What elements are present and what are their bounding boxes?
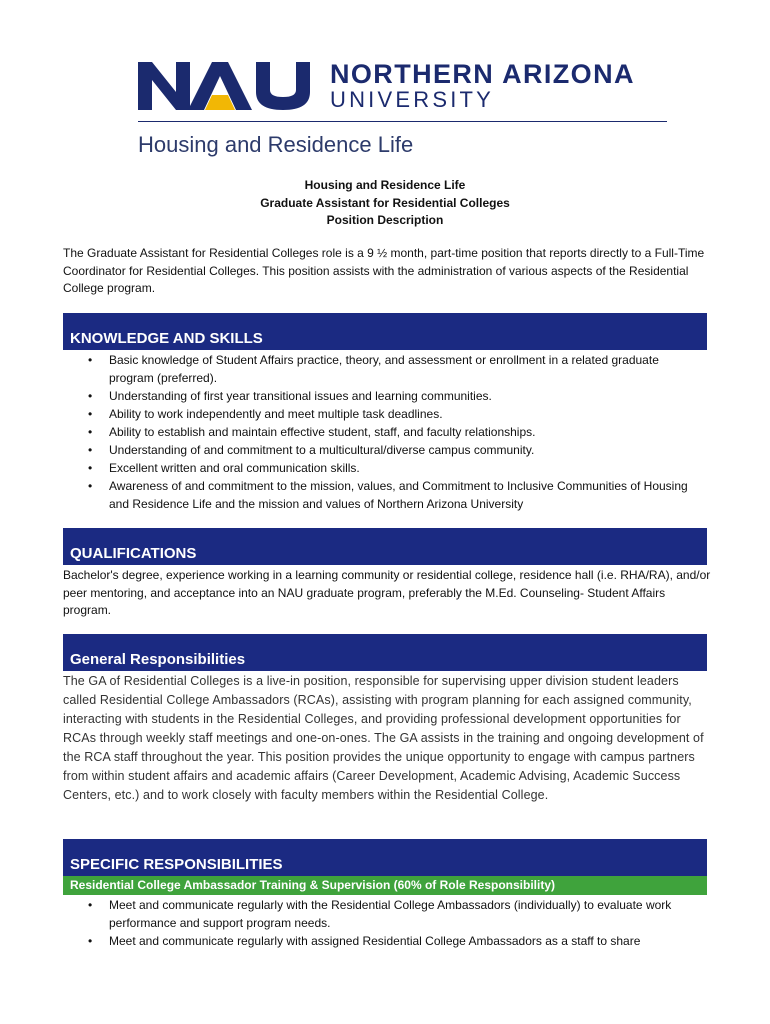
document-heading — [0, 177, 770, 230]
heading-line-1: Housing and Residence Life — [304, 178, 466, 192]
list-item: • Ability to work independently and meet multiple task deadlines. — [63, 405, 703, 423]
list-item: • Excellent written and oral communication skills. — [63, 459, 703, 477]
list-item: • Basic knowledge of Student Affairs practice, theory, and assessment or enrollment in a related graduate program (preferred). — [63, 351, 703, 387]
section-header-specific: SPECIFIC RESPONSIBILITIES — [63, 839, 707, 876]
logo-divider — [138, 121, 667, 122]
specific-list — [63, 896, 703, 950]
heading-line-3: Position Description — [326, 213, 444, 227]
qualifications-text: Bachelor's degree, experience working in a learning community or residential college, residence hall (i.e. RHA/RA), and/or peer mentoring, and acceptance into an NAU graduate program, preferably the M.Ed. Counseling- Student Affairs program. — [63, 568, 711, 617]
knowledge-list — [63, 351, 703, 513]
section-header-general: General Responsibilities — [63, 634, 707, 671]
logo-name-line1: NORTHERN ARIZONA — [330, 59, 635, 89]
list-item: • Understanding of first year transitional issues and learning communities. — [63, 387, 703, 405]
list-item: • Ability to establish and maintain effective student, staff, and faculty relationships. — [63, 423, 703, 441]
general-responsibilities-text: The GA of Residential Colleges is a live-in position, responsible for supervising upper division student leaders called Residential College Ambassadors (RCAs), assisting with program planning for each assigned community, interacting with students in the Residential Colleges, and providing professional development opportunities for RCAs through weekly staff meetings and one-on-ones. The GA assists in the training and ongoing development of the RCA staff throughout the year. This position provides the unique opportunity to engage with campus partners from within student affairs and academic affairs (Career Development, Academic Advising, Academic Success Centers, etc.) and to work closely with faculty members within the Residential College. — [63, 674, 704, 802]
list-item: • Meet and communicate regularly with assigned Residential College Ambassadors as a staff to share — [63, 932, 703, 950]
section-header-knowledge: KNOWLEDGE AND SKILLS — [63, 313, 707, 350]
subsection-header-rca-training: Residential College Ambassador Training & Supervision (60% of Role Responsibility) — [63, 876, 707, 895]
nau-logo-mark — [138, 62, 323, 110]
list-item: • Understanding of and commitment to a multicultural/diverse campus community. — [63, 441, 703, 459]
list-item: • Awareness of and commitment to the mission, values, and Commitment to Inclusive Communities of Housing and Residence Life and the mission and values of Northern Arizona University — [63, 477, 703, 513]
list-item: • Meet and communicate regularly with the Residential College Ambassadors (individually) to evaluate work performance and support program needs. — [63, 896, 703, 932]
heading-line-2: Graduate Assistant for Residential Colleges — [260, 195, 510, 210]
nau-logo — [138, 58, 668, 114]
department-title: Housing and Residence Life — [138, 132, 414, 157]
section-header-qualifications: QUALIFICATIONS — [63, 528, 707, 565]
intro-paragraph: The Graduate Assistant for Residential Colleges role is a 9 ½ month, part-time position that reports directly to a Full-Time Coordinator for Residential Colleges. This position assists with the administration of various aspects of the Residential College program. — [63, 246, 705, 295]
logo-name-line2: UNIVERSITY — [330, 87, 495, 112]
